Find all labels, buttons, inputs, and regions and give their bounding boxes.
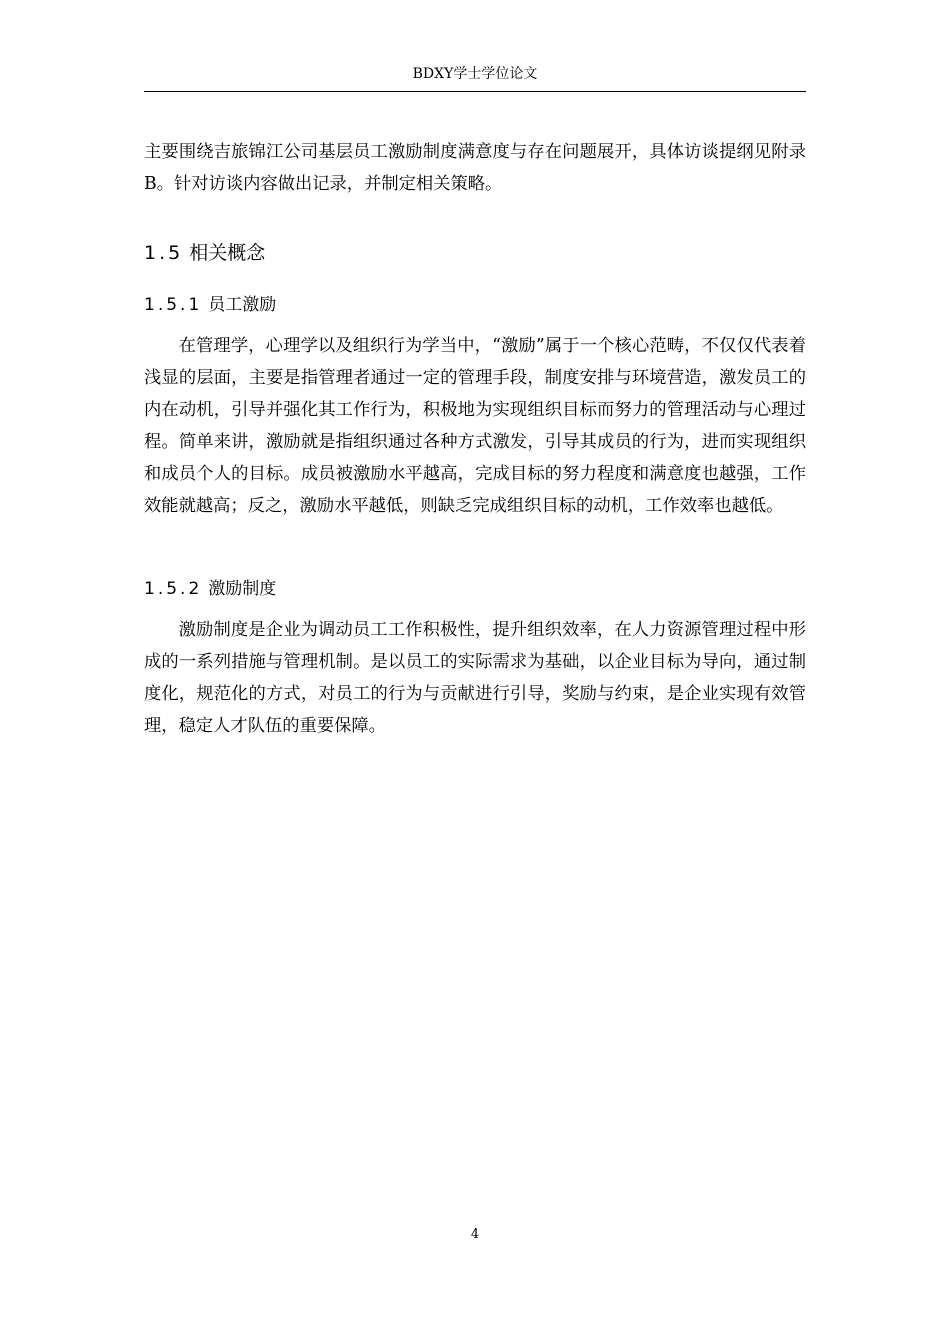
paragraph-incentive-system: 激励制度是企业为调动员工工作积极性，提升组织效率，在人力资源管理过程中形成的一系列措施与管理机制。是以员工的实际需求为基础，以企业目标为导向，通过制度化，规范化的方式，对员工的行为与贡献进行引导，奖励与约束，是企业实现有效管理，稳定人才队伍的重要保障。 <box>144 620 806 736</box>
section-number: 1.5 <box>144 242 184 264</box>
header-divider <box>144 91 806 92</box>
section-heading-1-5-1 <box>144 290 806 320</box>
running-header: BDXY学士学位论文 <box>412 66 538 82</box>
section-heading-1-5-2 <box>144 574 806 604</box>
section-number: 1.5.2 <box>144 579 203 599</box>
page-number: 4 <box>470 1227 480 1242</box>
paragraph-employee-motivation: 在管理学，心理学以及组织行为学当中，“激励”属于一个核心范畴，不仅仅代表着浅显的层面，主要是指管理者通过一定的管理手段，制度安排与环境营造，激发员工的内在动机，引导并强化其工作行为，积极地为实现组织目标而努力的管理活动与心理过程。简单来讲，激励就是指组织通过各种方式激发，引导其成员的行为，进而实现组织和成员个人的目标。成员被激励水平越高，完成目标的努力程度和满意度也越强，工作效能就越高；反之，激励水平越低，则缺乏完成组织目标的动机，工作效率也越低。 <box>144 336 806 516</box>
section-heading-1-5 <box>144 238 806 268</box>
section-title: 相关概念 <box>189 242 266 264</box>
section-title: 激励制度 <box>208 579 277 599</box>
section-title: 员工激励 <box>208 295 277 315</box>
intro-paragraph: 主要围绕吉旅锦江公司基层员工激励制度满意度与存在问题展开，具体访谈提纲见附录B。针对访谈内容做出记录，并制定相关策略。 <box>144 142 806 194</box>
section-number: 1.5.1 <box>144 295 203 315</box>
